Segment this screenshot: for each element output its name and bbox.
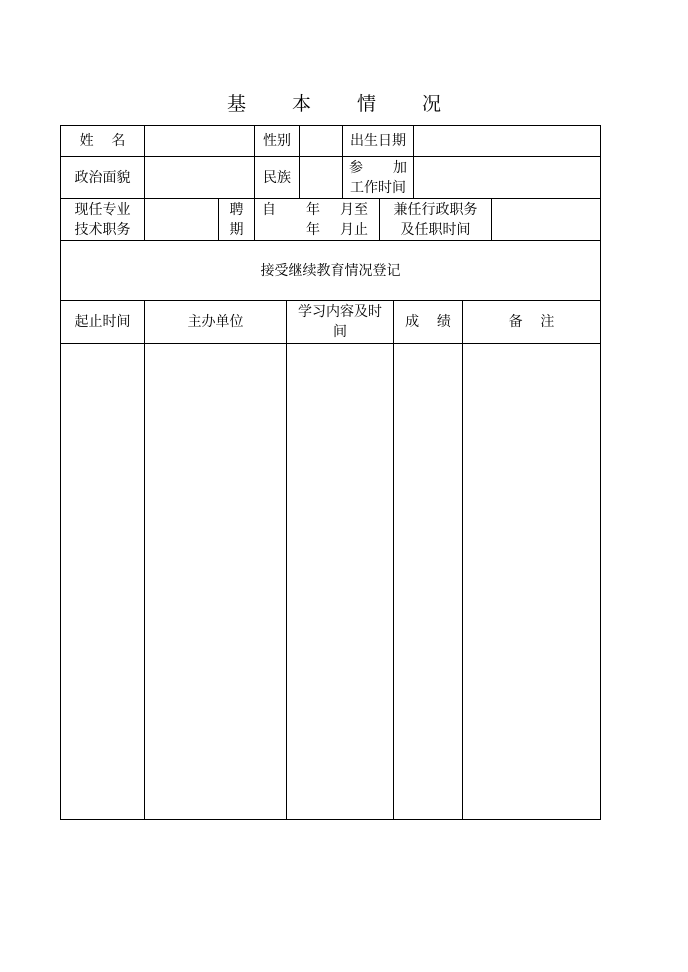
political-status-label-text: 政治面貌 xyxy=(74,169,131,186)
score-entry-area[interactable] xyxy=(394,344,462,819)
ethnicity-field[interactable] xyxy=(300,157,342,198)
admin-position-label xyxy=(380,199,491,240)
political-status-label xyxy=(61,157,144,198)
name-field[interactable] xyxy=(145,126,254,156)
birth-date-label-text: 出生日期 xyxy=(350,133,406,149)
name-label-text: 姓 名 xyxy=(79,133,126,149)
hire-period-label xyxy=(219,199,254,240)
admin-position-field[interactable] xyxy=(492,199,600,240)
work-start-label-part2: 加 xyxy=(393,159,407,176)
political-status-field[interactable] xyxy=(145,157,254,198)
section-title xyxy=(61,241,600,300)
header-period xyxy=(61,301,144,343)
header-score-text: 成 绩 xyxy=(405,314,451,330)
from-month-unit: 月至 xyxy=(340,201,368,218)
work-start-field[interactable] xyxy=(414,157,600,198)
hire-period-line1: 聘 xyxy=(229,201,244,218)
to-year-unit: 年 xyxy=(306,221,320,238)
table-border-right xyxy=(600,125,601,820)
current-position-field[interactable] xyxy=(145,199,218,240)
current-position-label xyxy=(61,199,144,240)
header-content-line1: 学习内容及时 xyxy=(298,304,382,320)
admin-position-line1: 兼任行政职务 xyxy=(393,201,478,218)
from-year-unit: 年 xyxy=(306,201,320,218)
header-content-line2: 间 xyxy=(333,324,347,340)
current-position-line2: 技术职务 xyxy=(74,221,131,238)
admin-position-line2: 及任职时间 xyxy=(400,221,471,238)
period-entry-area[interactable] xyxy=(61,344,144,819)
table-border-bottom xyxy=(60,819,601,820)
name-label xyxy=(61,126,144,156)
work-start-label-part3: 工作时间 xyxy=(350,179,406,196)
header-period-text: 起止时间 xyxy=(74,314,131,330)
header-content xyxy=(287,301,393,343)
from-prefix: 自 xyxy=(262,201,276,218)
header-remarks-text: 备 注 xyxy=(508,314,555,330)
to-month-unit: 月止 xyxy=(340,221,368,238)
hire-period-line2: 期 xyxy=(229,221,244,238)
header-remarks xyxy=(463,301,600,343)
header-score xyxy=(394,301,462,343)
header-organizer xyxy=(145,301,286,343)
page-title: 基 本 情 况 xyxy=(226,93,462,115)
gender-label-text: 性别 xyxy=(263,133,291,149)
gender-field[interactable] xyxy=(300,126,342,156)
current-position-line1: 现任专业 xyxy=(74,201,131,218)
birth-date-field[interactable] xyxy=(414,126,600,156)
ethnicity-label xyxy=(255,157,299,198)
ethnicity-label-text: 民族 xyxy=(263,169,291,186)
remarks-entry-area[interactable] xyxy=(463,344,600,819)
header-organizer-text: 主办单位 xyxy=(187,314,244,330)
gender-label xyxy=(255,126,299,156)
section-title-text: 接受继续教育情况登记 xyxy=(260,262,401,279)
work-start-label-part1: 参 xyxy=(349,159,363,176)
organizer-entry-area[interactable] xyxy=(145,344,286,819)
hire-period-field[interactable] xyxy=(255,199,379,240)
work-start-label xyxy=(343,157,413,198)
birth-date-label xyxy=(343,126,413,156)
content-entry-area[interactable] xyxy=(287,344,393,819)
